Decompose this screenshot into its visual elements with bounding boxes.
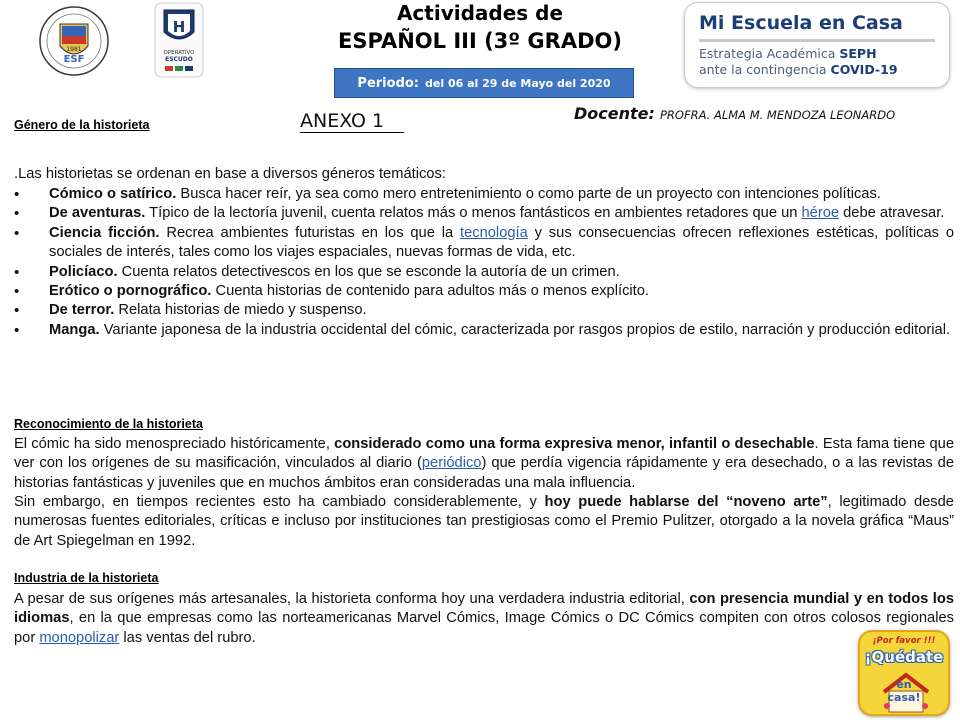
svg-text:ESF: ESF xyxy=(63,54,85,65)
text-run: , en la que empresas como las norteamericanas Marvel Cómics, Image Cómics o DC Cómics compiten con otros colosos regionales por xyxy=(14,610,954,646)
section-heading-industria: Industria de la historieta xyxy=(14,571,159,585)
industria-paragraph xyxy=(14,590,954,648)
mec-line-2-text: ante la contingencia xyxy=(699,62,831,77)
genero-term: Policíaco. xyxy=(49,263,118,280)
mec-line-2-bold: COVID-19 xyxy=(830,62,898,77)
sticker-en-casa xyxy=(860,678,948,704)
link-heroe[interactable]: héroe xyxy=(801,205,840,222)
mec-line-1-text: Estrategia Académica xyxy=(699,46,840,61)
genero-desc: Típico de la lectoría juvenil, cuenta relatos más o menos fantásticos en ambientes retadores que un xyxy=(145,205,802,222)
text-run-bold: con presencia mundial y en todos los idiomas xyxy=(14,591,954,627)
school-shield-icon xyxy=(38,4,110,78)
list-item xyxy=(14,301,954,320)
genero-desc: Recrea ambientes futuristas en los que la xyxy=(159,224,460,241)
genero-list xyxy=(14,185,954,340)
title-line-1: Actividades de xyxy=(396,1,564,25)
text-run-bold: hoy puede hablarse del “noveno arte” xyxy=(544,494,828,510)
sticker-en: en xyxy=(896,678,912,691)
mec-line-1-bold: SEPH xyxy=(839,46,877,61)
genero-desc: Variante japonesa de la industria occidental del cómic, caracterizada por rasgos propios de estilo, narración y producción editorial. xyxy=(99,321,951,338)
genero-intro: .Las historietas se ordenan en base a diversos géneros temáticos: xyxy=(14,166,446,182)
mec-line-2 xyxy=(699,62,949,78)
section-heading-genero: Género de la historieta xyxy=(14,118,150,132)
text-run-bold: considerado como una forma expresiva menor, infantil o desechable xyxy=(334,436,815,452)
list-item xyxy=(14,204,954,223)
genero-desc: Cuenta historias de contenido para adultos más o menos explícito. xyxy=(211,283,650,300)
reconocimiento-paragraph-1 xyxy=(14,435,954,493)
reconocimiento-paragraph-2 xyxy=(14,493,954,551)
mec-title: Mi Escuela en Casa xyxy=(699,12,903,34)
text-run: , legitimado desde numerosas fuentes editoriales, críticas e incluso por instituciones tan prestigiosas como el Premio Pulitzer, otorgado a la novela gráfica “Maus” de Art Spiegelman en 1992. xyxy=(14,494,954,549)
list-item xyxy=(14,185,954,204)
link-periodico[interactable]: periódico xyxy=(421,455,482,472)
text-run: El cómic ha sido menospreciado históricamente, xyxy=(14,436,335,452)
escudo-shield-icon xyxy=(154,2,204,78)
genero-term: Ciencia ficción. xyxy=(49,224,160,241)
docente-line xyxy=(574,104,956,123)
anexo-label: ANEXO 1 xyxy=(300,110,404,133)
periodo-label: Periodo: xyxy=(357,75,420,91)
text-run: ) que perdía vigencia rápidamente y era desechado, o a las revistas de historias fantásticas y juveniles que en muchos ámbitos eran consideradas una mala influencia. xyxy=(14,455,954,491)
docente-name: PROFRA. ALMA M. MENDOZA LEONARDO xyxy=(660,108,896,122)
school-logo xyxy=(38,4,110,78)
text-run: . Esta fama tiene que ver con los orígenes de su masificación, vinculados al diario ( xyxy=(14,436,954,472)
text-run: A pesar de sus orígenes más artesanales, la historieta conforma hoy una verdadera industria editorial, xyxy=(14,591,690,607)
list-item xyxy=(14,321,954,340)
list-item xyxy=(14,263,954,282)
operativo-escudo-logo xyxy=(154,2,204,78)
genero-desc-end: debe atravesar. xyxy=(839,205,945,222)
list-item xyxy=(14,282,954,301)
svg-text:1981: 1981 xyxy=(66,46,82,53)
genero-desc-end: y sus consecuencias ofrecen reflexiones estéticas, políticas o sociales de interés, tales como los viajes espaciales, nuevas formas de vida, etc. xyxy=(49,224,954,261)
svg-text:OPERATIVO: OPERATIVO xyxy=(163,50,195,56)
genero-desc: Relata historias de miedo y suspenso. xyxy=(114,302,367,319)
svg-text:H: H xyxy=(172,18,186,36)
periodo-badge xyxy=(334,68,634,98)
document-title xyxy=(300,0,660,56)
genero-desc: Cuenta relatos detectivescos en los que se esconde la autoría de un crimen. xyxy=(117,263,620,280)
docente-label: Docente: xyxy=(574,104,655,123)
sticker-quedate: ¡Quédate xyxy=(864,648,944,666)
genero-term: Erótico o pornográfico. xyxy=(49,283,212,300)
genero-desc: Busca hacer reír, ya sea como mero entretenimiento o como parte de un proyecto con intenciones políticas. xyxy=(176,186,881,202)
mi-escuela-en-casa-banner xyxy=(684,2,950,88)
title-line-2: ESPAÑOL III (3º GRADO) xyxy=(338,29,622,53)
text-run: las ventas del rubro. xyxy=(119,629,256,646)
section-heading-reconocimiento: Reconocimiento de la historieta xyxy=(14,417,203,431)
genero-term: Cómico o satírico. xyxy=(49,186,177,202)
genero-term: De aventuras. xyxy=(49,205,146,222)
quedate-en-casa-sticker xyxy=(858,630,950,716)
genero-term: De terror. xyxy=(49,302,115,319)
sticker-casa: casa! xyxy=(887,691,921,704)
genero-term: Manga. xyxy=(49,321,100,338)
list-item xyxy=(14,224,954,263)
periodo-value: del 06 al 29 de Mayo del 2020 xyxy=(425,76,611,90)
mec-divider xyxy=(699,39,935,42)
svg-text:ESCUDO: ESCUDO xyxy=(165,56,193,63)
mec-line-1 xyxy=(699,46,949,62)
sticker-por-favor: ¡Por favor !!! xyxy=(872,636,936,646)
link-tecnologia[interactable]: tecnología xyxy=(460,224,528,241)
text-run: Sin embargo, en tiempos recientes esto ha cambiado considerablemente, y xyxy=(14,494,545,510)
link-monopolizar[interactable]: monopolizar xyxy=(39,629,120,646)
